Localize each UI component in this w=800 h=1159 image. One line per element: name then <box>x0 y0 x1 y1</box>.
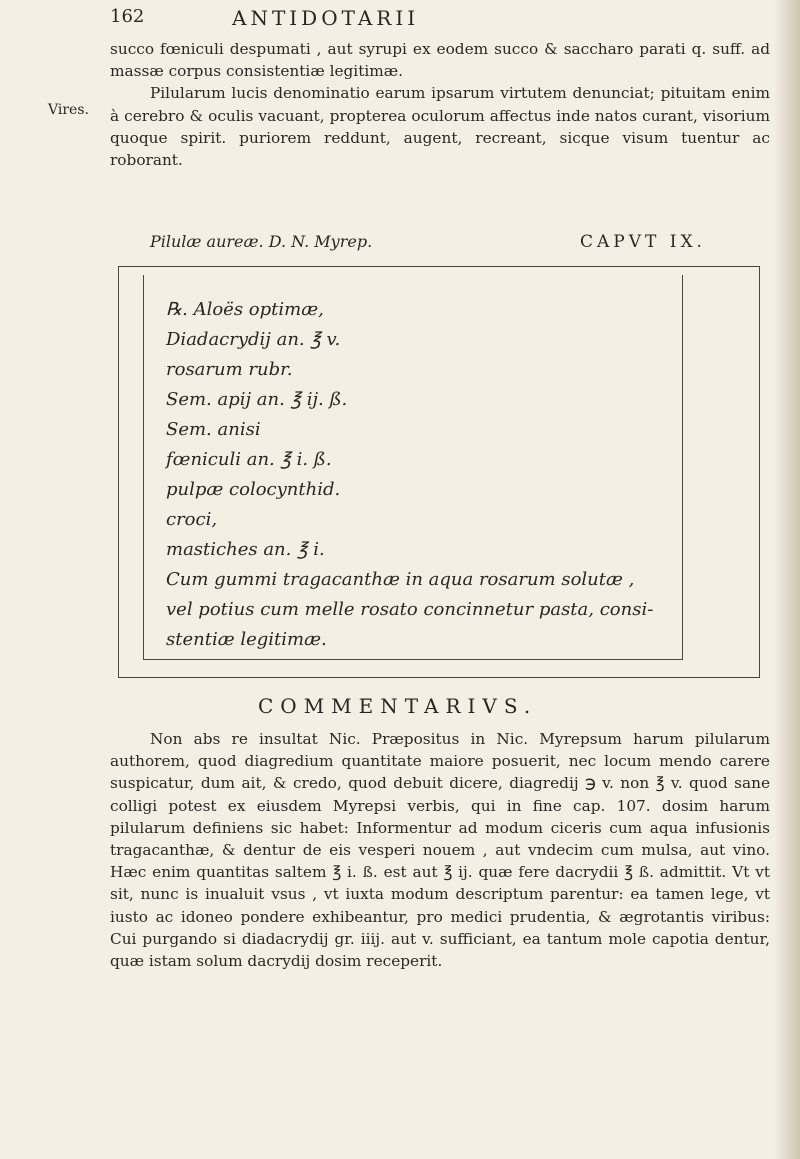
recipe-line: vel potius cum melle rosato concinnetur pasta, consi- <box>166 599 654 620</box>
recipe-line: fœniculi an. ℥ i. ß. <box>166 449 332 470</box>
running-head: ANTIDOTARII <box>232 6 420 30</box>
opening-text <box>110 38 770 171</box>
chapter-heading: CAPVT IX. <box>580 232 706 252</box>
recipe-line: Sem. anisi <box>166 419 261 440</box>
margin-note: Vires. <box>48 102 89 118</box>
recipe-line: Sem. apij an. ℥ ij. ß. <box>166 389 348 410</box>
recipe-line: stentiæ legitimæ. <box>166 629 327 650</box>
recipe-caption <box>150 232 750 258</box>
recipe-line: mastiches an. ℥ i. <box>166 539 325 560</box>
recipe-line: ℞. Aloës optimæ, <box>166 299 324 320</box>
recipe-line: rosarum rubr. <box>166 359 293 380</box>
recipe-text <box>166 295 686 655</box>
recipe-line: croci, <box>166 509 218 530</box>
page-edge-shadow <box>774 0 800 1159</box>
commentary-text <box>110 728 770 972</box>
continued-paragraph: succo fœniculi despumati , aut syrupi ex eodem succo & saccharo parati q. suff. ad massæ corpus consistentiæ legitimæ. <box>110 40 770 81</box>
recipe-line: pulpæ colocynthid. <box>166 479 341 500</box>
page-number: 162 <box>110 6 145 27</box>
recipe-line: Cum gummi tragacanthæ in aqua rosarum solutæ , <box>166 569 635 590</box>
page-header <box>110 6 750 36</box>
commentary-paragraph: Non abs re insultat Nic. Præpositus in Nic. Myrepsum harum pilularum authorem, quod diagredium quantitate maiore posuerit, nec locum mendo carere suspicatur, dum ait, & credo, quod debuit dicere, diagredij ℈ v. non ℥ v. quod sane colligi potest ex eiusdem Myrepsi verbis, qui in fine cap. 107. dosim harum pilularum definiens sic habet: Informentur ad modum ciceris cum aqua infusionis tragacanthæ, & dentur de eis vesperi nouem , aut vndecim cum mulsa, aut vino. Hæc enim quantitas saltem ℥ i. ß. est aut ℥ ij. quæ fere dacrydii ℥ ß. admittit. Vt vt sit, nunc is inualuit vsus , vt iuxta modum descriptum parentur: ea tamen lege, vt iusto ac idoneo pondere exhibeantur, pro medici prudentia, & ægrotantis viribus: Cui purgando si diadacrydij gr. iiij. aut v. sufficiant, ea tantum mole capotia dentur, quæ istam solum dacrydij dosim receperit. <box>110 730 770 971</box>
recipe-name: Pilulæ aureæ. D. N. Myrep. <box>150 232 373 251</box>
recipe-frame <box>118 266 760 678</box>
recipe-inner-frame <box>143 275 683 660</box>
virtues-paragraph: Pilularum lucis denominatio earum ipsarum virtutem denunciat; pituitam enim à cerebro & oculis vacuant, propterea oculorum affectus inde natos curant, visorium quoque spirit. puriorem reddunt, augent, recreant, sicque visum tuentur ac roborant. <box>110 84 770 170</box>
commentary-title: COMMENTARIVS. <box>258 694 538 718</box>
recipe-line: Diadacrydij an. ℥ v. <box>166 329 341 350</box>
